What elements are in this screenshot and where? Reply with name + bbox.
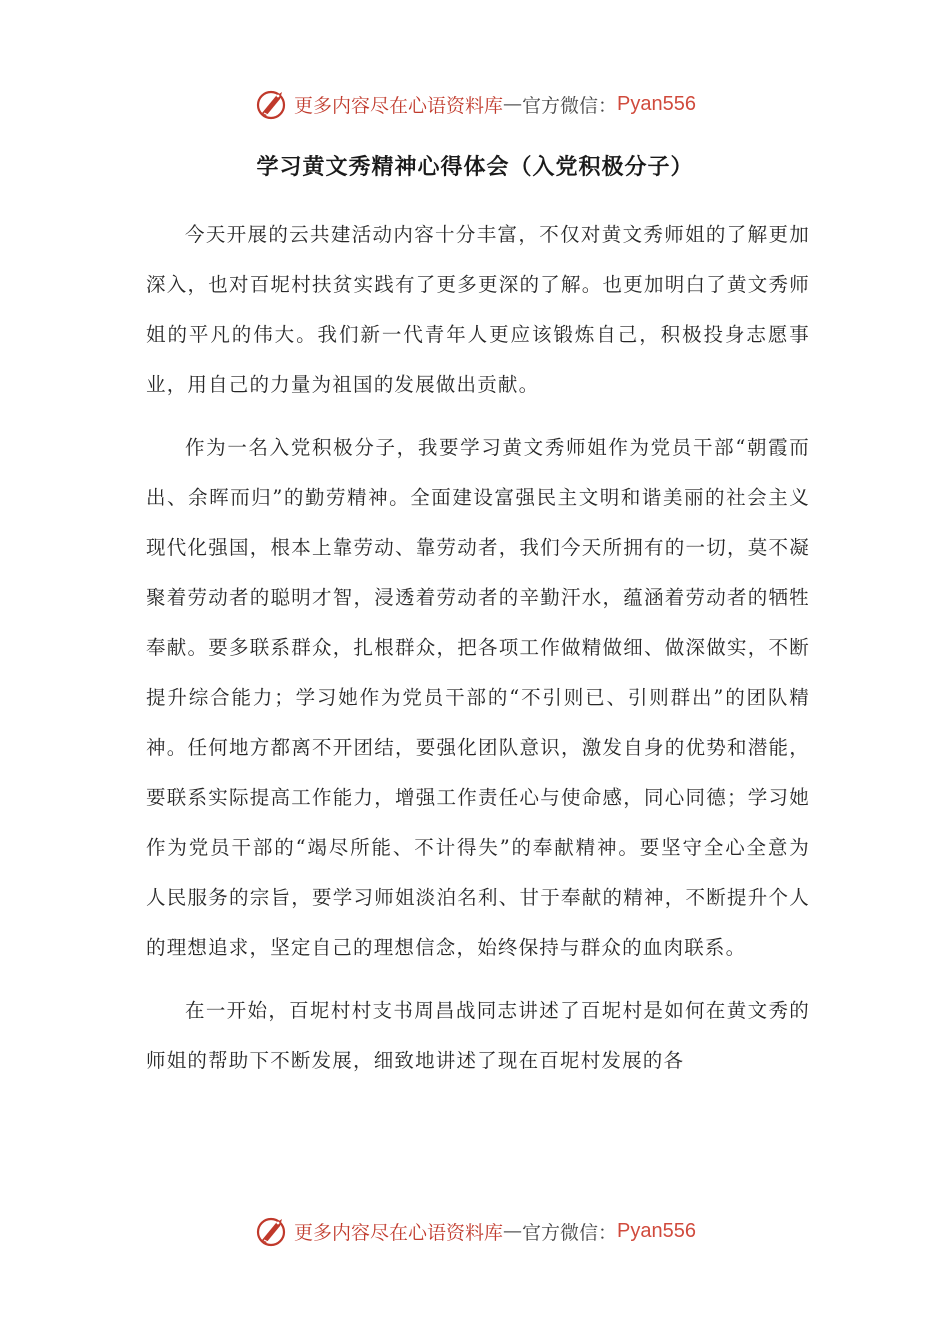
pen-nib-logo-icon [254, 1213, 290, 1249]
banner-wechat-id: Pyan556 [617, 92, 696, 115]
header-banner [0, 84, 950, 124]
footer-banner [0, 1211, 950, 1251]
paragraph-1: 今天开展的云共建活动内容十分丰富，不仅对黄文秀师姐的了解更加深入，也对百坭村扶贫实践有了更多更深的了解。也更加明白了黄文秀师姐的平凡的伟大。我们新一代青年人更应该锻炼自己，积极投身志愿事业，用自己的力量为祖国的发展做出贡献。 [146, 223, 810, 396]
banner-wechat-label: 官方微信： [522, 94, 618, 117]
pen-nib-logo-icon [254, 86, 290, 122]
document-title: 学习黄文秀精神心得体会（入党积极分子） [256, 155, 694, 180]
banner-text: 更多内容尽在心语资料库 [294, 94, 504, 117]
banner-separator: — [503, 1220, 523, 1242]
paragraph-3: 在一开始，百坭村村支书周昌战同志讲述了百坭村是如何在黄文秀的师姐的帮助下不断发展，细致地讲述了现在百坭村发展的各 [146, 999, 810, 1072]
banner-separator: — [503, 93, 523, 115]
document-body [146, 210, 810, 1099]
banner-text: 更多内容尽在心语资料库 [294, 1221, 504, 1244]
banner-wechat-label: 官方微信： [522, 1221, 618, 1244]
paragraph-2: 作为一名入党积极分子，我要学习黄文秀师姐作为党员干部“朝霞而出、余晖而归”的勤劳精神。全面建设富强民主文明和谐美丽的社会主义现代化强国，根本上靠劳动、靠劳动者，我们今天所拥有的一切，莫不凝聚着劳动者的聪明才智，浸透着劳动者的辛勤汗水，蕴涵着劳动者的牺牲奉献。要多联系群众，扎根群众，把各项工作做精做细、做深做实，不断提升综合能力；学习她作为党员干部的“不引则已、引则群出”的团队精神。任何地方都离不开团结，要强化团队意识，激发自身的优势和潜能，要联系实际提高工作能力，增强工作责任心与使命感，同心同德；学习她作为党员干部的“竭尽所能、不计得失”的奉献精神。要坚守全心全意为人民服务的宗旨，要学习师姐淡泊名利、甘于奉献的精神，不断提升个人的理想追求，坚定自己的理想信念，始终保持与群众的血肉联系。 [146, 436, 810, 959]
banner-wechat-id: Pyan556 [617, 1219, 696, 1242]
